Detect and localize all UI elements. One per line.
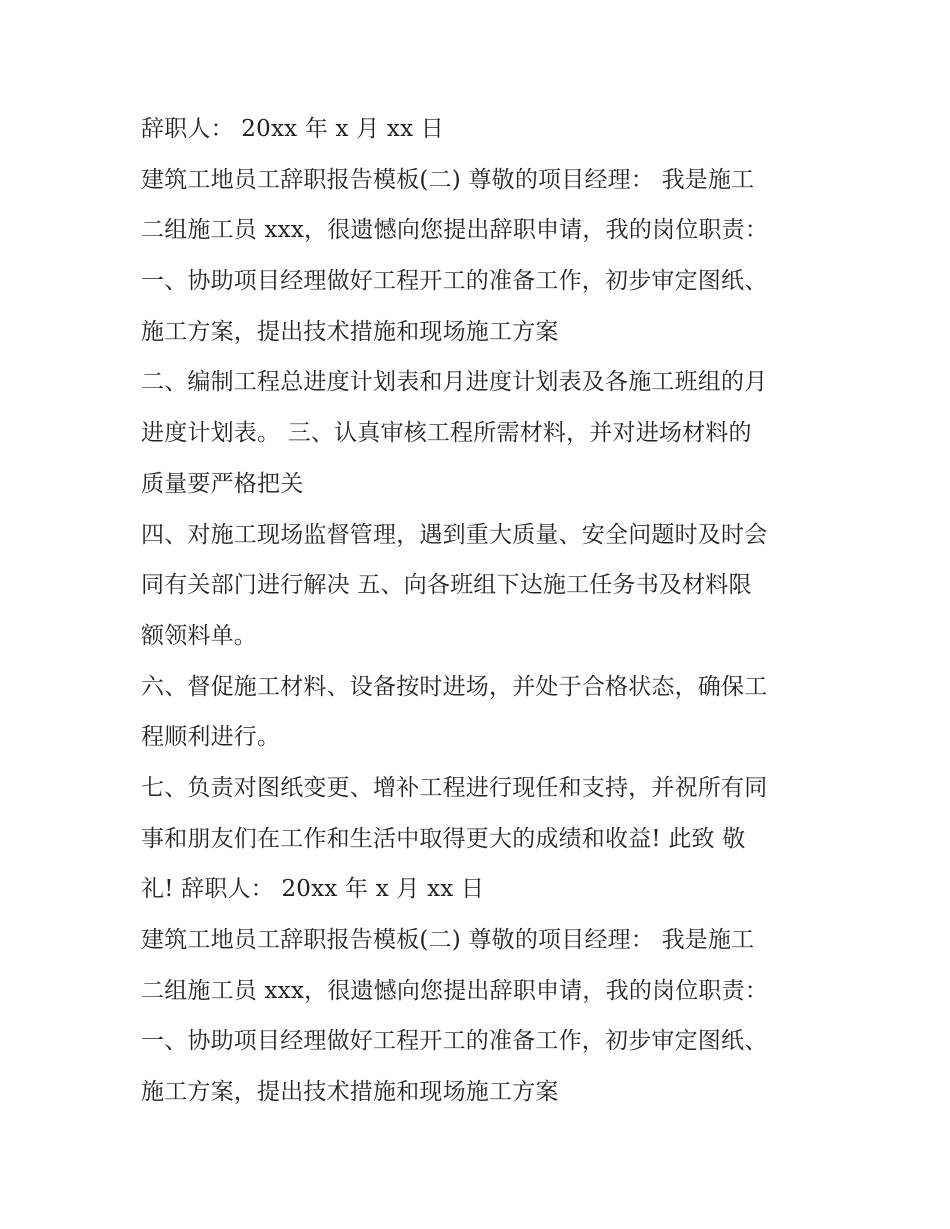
text-line: 一、协助项目经理做好工程开工的准备工作，初步审定图纸、 — [141, 268, 768, 295]
text-line: 额领料单。 — [141, 622, 257, 649]
text-line: 建筑工地员工辞职报告模板(二) 尊敬的项目经理： 我是施工 — [141, 166, 755, 193]
text-line: 二组施工员 xxx，很遗憾向您提出辞职申请，我的岗位职责： — [141, 217, 769, 244]
text-line: 事和朋友们在工作和生活中取得更大的成绩和收益! 此致 敬 — [141, 825, 746, 852]
text-line: 同有关部门进行解决 五、向各班组下达施工任务书及材料限 — [141, 572, 752, 599]
text-line: 施工方案，提出技术措施和现场施工方案 — [141, 1079, 559, 1106]
text-line: 质量要严格把关 — [141, 470, 304, 497]
document-body — [141, 104, 821, 1118]
text-line: 七、负责对图纸变更、增补工程进行现任和支持，并祝所有同 — [141, 774, 768, 801]
text-line: 礼! 辞职人： 20xx 年 x 月 xx 日 — [141, 876, 485, 903]
text-line: 程顺利进行。 — [141, 724, 281, 751]
text-line: 施工方案，提出技术措施和现场施工方案 — [141, 318, 559, 345]
text-line: 建筑工地员工辞职报告模板(二) 尊敬的项目经理： 我是施工 — [141, 927, 755, 953]
text-line: 四、对施工现场监督管理，遇到重大质量、安全问题时及时会 — [141, 521, 768, 548]
text-line: 进度计划表。 三、认真审核工程所需材料，并对进场材料的 — [141, 420, 752, 447]
text-line: 辞职人： 20xx 年 x 月 xx 日 — [141, 116, 444, 142]
text-line: 六、督促施工材料、设备按时进场，并处于合格状态，确保工 — [141, 673, 768, 700]
text-line: 二、编制工程总进度计划表和月进度计划表及各施工班组的月 — [141, 369, 768, 396]
text-line: 一、协助项目经理做好工程开工的准备工作，初步审定图纸、 — [141, 1028, 768, 1055]
text-line: 二组施工员 xxx，很遗憾向您提出辞职申请，我的岗位职责： — [141, 977, 769, 1004]
